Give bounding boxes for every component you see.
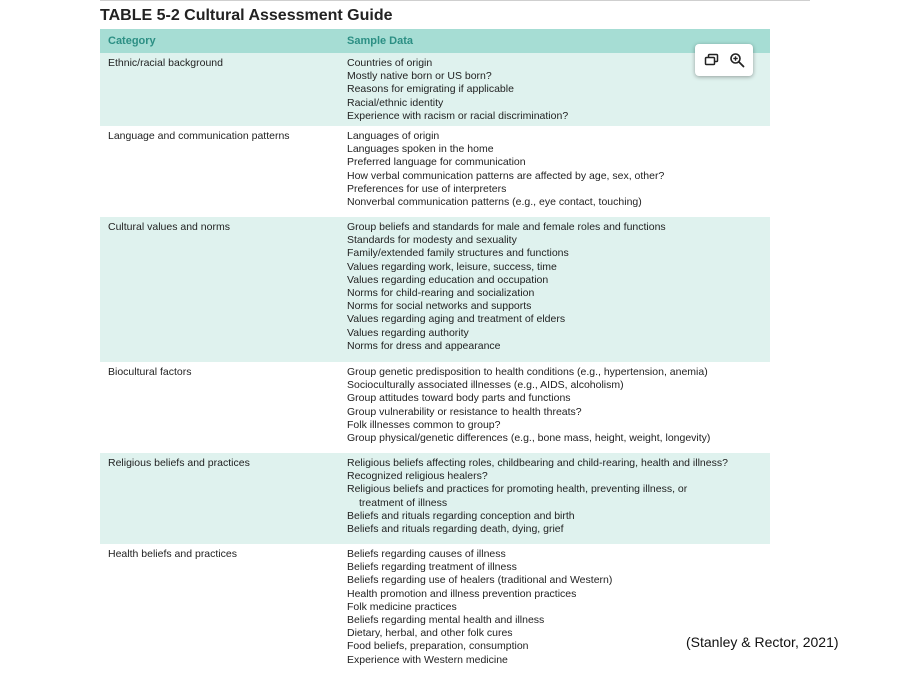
list-item: Racial/ethnic identity: [347, 96, 444, 109]
list-item: Family/extended family structures and functions: [347, 247, 569, 260]
list-item: Values regarding work, leisure, success, time: [347, 260, 557, 273]
list-item: Values regarding education and occupation: [347, 273, 549, 286]
list-item: Experience with Western medicine: [347, 653, 508, 666]
table-title: TABLE 5-2 Cultural Assessment Guide: [100, 7, 393, 24]
row-category: Language and communication patterns: [108, 130, 290, 142]
row-sample-list: [347, 548, 612, 667]
list-item: Languages spoken in the home: [347, 143, 494, 156]
list-item: Experience with racism or racial discrimination?: [347, 109, 569, 122]
table-row-ethnic-racial: [100, 53, 770, 126]
table-row-language: [100, 126, 770, 217]
list-item: Reasons for emigrating if applicable: [347, 83, 514, 96]
list-item: Standards for modesty and sexuality: [347, 234, 517, 247]
zoom-in-icon[interactable]: [727, 50, 747, 70]
row-sample-list: [347, 366, 710, 445]
list-item: Languages of origin: [347, 130, 440, 142]
list-item: Countries of origin: [347, 57, 433, 69]
list-item: Group vulnerability or resistance to health threats?: [347, 405, 582, 418]
list-item: treatment of illness: [359, 496, 448, 509]
list-item: Preferences for use of interpreters: [347, 182, 507, 195]
image-toolbar: [695, 44, 753, 76]
table-row-religious: [100, 453, 770, 544]
list-item: How verbal communication patterns are affected by age, sex, other?: [347, 169, 665, 182]
list-item: Group attitudes toward body parts and functions: [347, 392, 571, 405]
row-sample-list: [347, 457, 728, 536]
row-category: Ethnic/racial background: [108, 57, 223, 69]
list-item: Recognized religious healers?: [347, 470, 488, 483]
list-item: Dietary, herbal, and other folk cures: [347, 627, 513, 640]
list-item: Food beliefs, preparation, consumption: [347, 640, 529, 653]
list-item: Beliefs and rituals regarding death, dying, grief: [347, 523, 564, 536]
list-item: Folk illnesses common to group?: [347, 418, 501, 431]
copy-icon[interactable]: [702, 50, 722, 70]
row-category: Cultural values and norms: [108, 221, 230, 233]
list-item: Group beliefs and standards for male and female roles and functions: [347, 221, 666, 233]
list-item: Group genetic predisposition to health conditions (e.g., hypertension, anemia): [347, 366, 708, 378]
list-item: Beliefs regarding treatment of illness: [347, 561, 517, 574]
list-item: Socioculturally associated illnesses (e.g., AIDS, alcoholism): [347, 379, 624, 392]
row-sample-list: [347, 221, 666, 353]
row-sample-list: [347, 57, 568, 123]
list-item: Values regarding aging and treatment of elders: [347, 313, 566, 326]
table-row-biocultural: [100, 362, 770, 453]
list-item: Religious beliefs affecting roles, childbearing and child-rearing, health and illness?: [347, 457, 728, 469]
row-category: Health beliefs and practices: [108, 548, 237, 560]
list-item: Nonverbal communication patterns (e.g., eye contact, touching): [347, 196, 642, 209]
table-header-row: [100, 29, 770, 53]
list-item: Norms for dress and appearance: [347, 339, 501, 352]
cultural-assessment-table: [100, 29, 770, 672]
list-item: Beliefs regarding use of healers (traditional and Western): [347, 574, 613, 587]
table-row-cultural-values: [100, 217, 770, 362]
list-item: Beliefs regarding causes of illness: [347, 548, 506, 560]
list-item: Beliefs and rituals regarding conception and birth: [347, 509, 575, 522]
list-item: Health promotion and illness prevention practices: [347, 587, 577, 600]
list-item: Norms for social networks and supports: [347, 300, 532, 313]
header-category: Category: [108, 35, 156, 47]
list-item: Preferred language for communication: [347, 156, 526, 169]
citation: (Stanley & Rector, 2021): [686, 634, 839, 650]
top-divider: [100, 0, 810, 1]
row-category: Religious beliefs and practices: [108, 457, 250, 469]
list-item: Beliefs regarding mental health and illness: [347, 614, 545, 627]
row-sample-list: [347, 130, 664, 209]
list-item: Folk medicine practices: [347, 600, 457, 613]
list-item: Norms for child-rearing and socialization: [347, 287, 535, 300]
list-item: Group physical/genetic differences (e.g., bone mass, height, weight, longevity): [347, 432, 711, 445]
list-item: Mostly native born or US born?: [347, 70, 492, 83]
row-category: Biocultural factors: [108, 366, 192, 378]
table-row-health-beliefs: [100, 544, 770, 672]
header-sample-data: Sample Data: [347, 35, 414, 47]
list-item: Religious beliefs and practices for promoting health, preventing illness, or: [347, 483, 688, 496]
list-item: Values regarding authority: [347, 326, 469, 339]
